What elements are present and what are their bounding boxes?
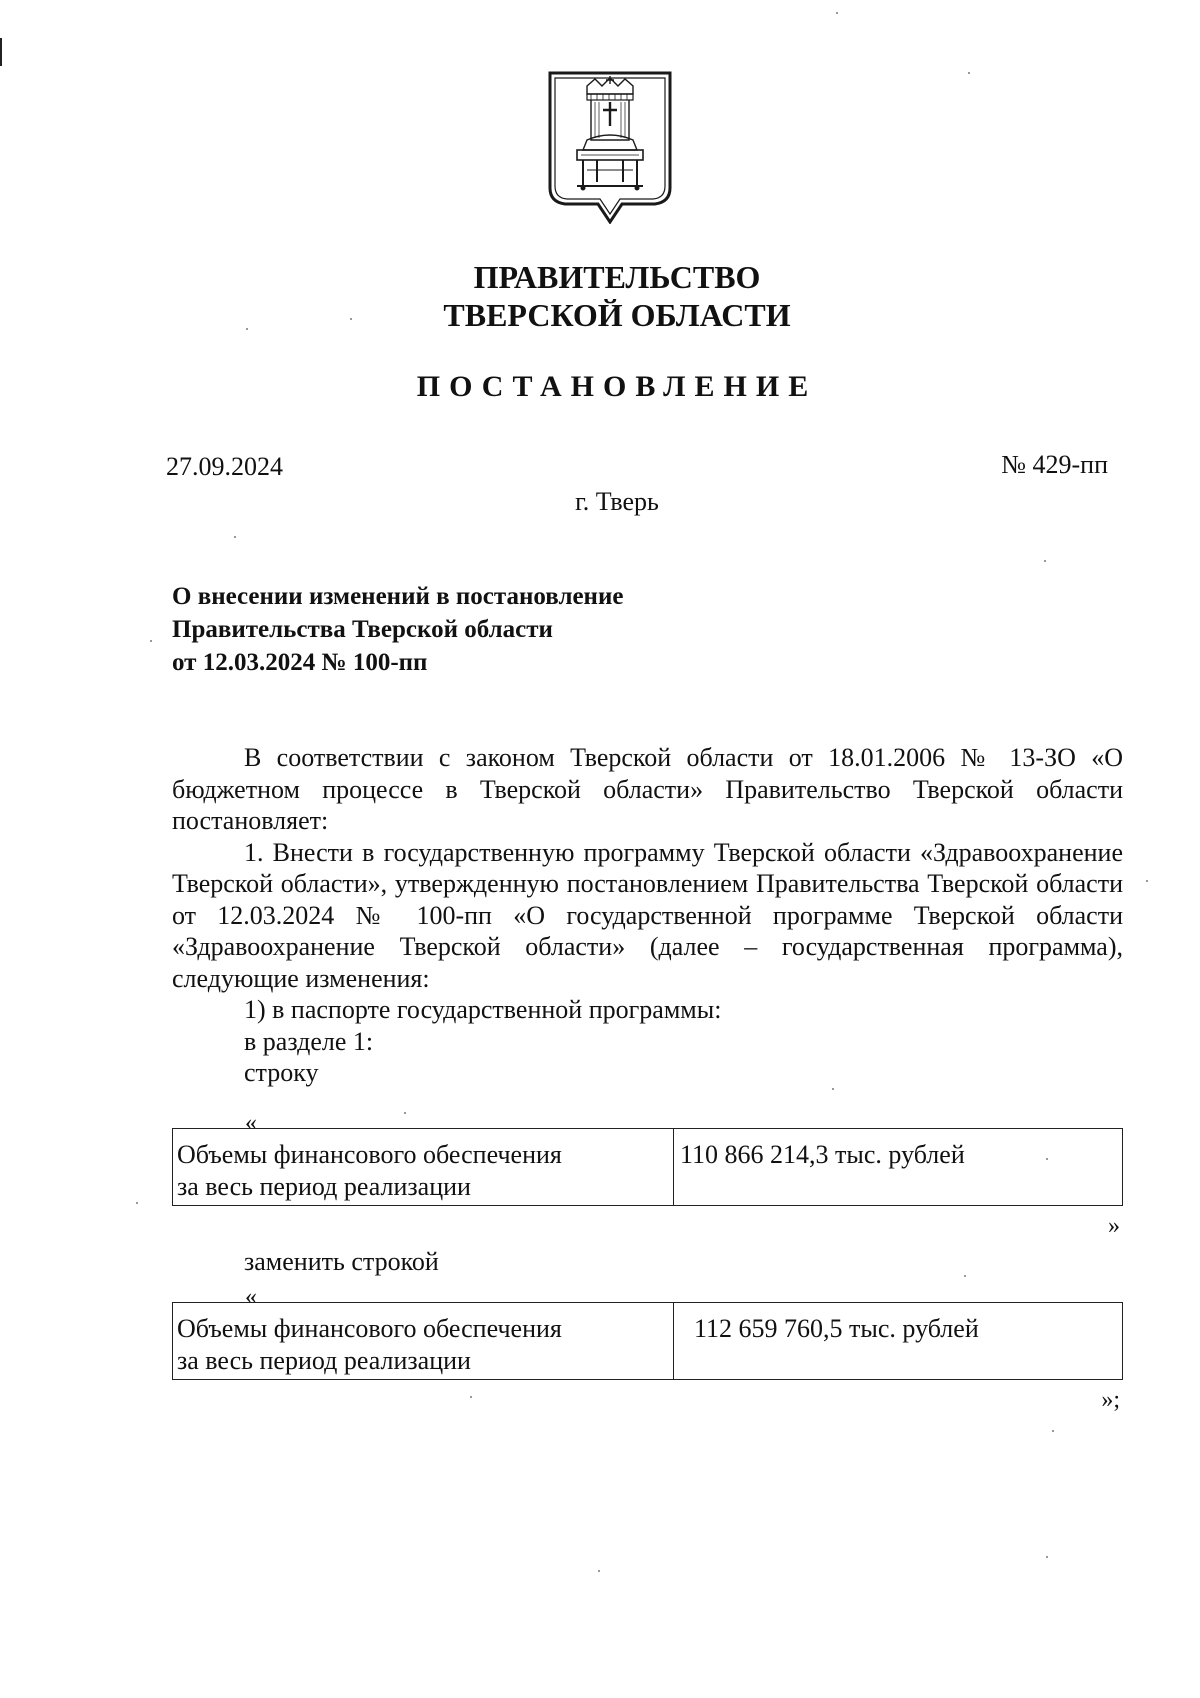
replace-with-text: заменить строкой (244, 1247, 439, 1276)
scan-speck (470, 1396, 472, 1398)
old-financing-table (172, 1128, 1123, 1206)
old-table-label-cell (173, 1129, 674, 1206)
document-date: 27.09.2024 (166, 452, 283, 481)
old-table-value-cell: 110 866 214,3 тыс. рублей (674, 1129, 1123, 1206)
scan-speck (1044, 560, 1046, 562)
document-type: ПОСТАНОВЛЕНИЕ (416, 370, 818, 403)
scan-edge-mark (0, 38, 2, 66)
old-table-label-line2: за весь период реализации (177, 1172, 471, 1201)
scan-speck (968, 72, 970, 74)
body-paragraph-1: В соответствии с законом Тверской области от 18.01.2006 № 13-ЗО «О бюджетном процессе в Тверской области» Правительство Тверской области постановляет: (172, 743, 1123, 835)
body-row-word: строку (244, 1058, 319, 1087)
body-item-1: 1) в паспорте государственной программы: (244, 995, 722, 1024)
new-table-label-cell (173, 1303, 674, 1380)
scan-speck (234, 536, 236, 538)
government-title-line2: ТВЕРСКОЙ ОБЛАСТИ (443, 297, 791, 333)
old-table-open-quote: « (245, 1110, 257, 1136)
subject-line2: Правительства Тверской области (172, 616, 553, 643)
body-paragraph-2: 1. Внести в государственную программу Тверской области «Здравоохранение Тверской области», утвержденную постановлением Правительства Тверской области от 12.03.2024 № 100-пп «О государственной программе Тверской области «Здравоохранение Тверской области» (далее – государственная программа), следующие изменения: (172, 837, 1123, 993)
scan-speck (836, 12, 838, 14)
government-title-line1: ПРАВИТЕЛЬСТВО (473, 259, 761, 295)
scan-speck (1046, 1556, 1048, 1558)
subject-line1: О внесении изменений в постановление (172, 583, 624, 610)
scan-speck (404, 1112, 406, 1114)
tver-coat-of-arms-icon (547, 70, 673, 224)
subject-line3: от 12.03.2024 № 100-пп (172, 649, 428, 676)
document-city: г. Тверь (575, 487, 659, 516)
scan-speck (964, 1275, 966, 1277)
document-number: № 429-пп (1001, 450, 1108, 479)
new-table-close-quote: »; (1101, 1387, 1120, 1413)
government-title (0, 258, 1200, 334)
table-row (173, 1129, 1123, 1206)
new-table-value-cell: 112 659 760,5 тыс. рублей (674, 1303, 1123, 1380)
scan-speck (1146, 880, 1148, 882)
body-section: в разделе 1: (244, 1026, 374, 1056)
document-subject (172, 580, 623, 679)
scan-speck (150, 640, 152, 642)
scan-speck (832, 1088, 834, 1090)
old-table-close-quote: » (1108, 1213, 1120, 1239)
table-row (173, 1303, 1123, 1380)
scan-speck (1046, 1158, 1048, 1160)
scan-speck (598, 1570, 600, 1572)
scan-speck (350, 318, 352, 320)
new-financing-table (172, 1302, 1123, 1380)
old-table-label-line1: Объемы финансового обеспечения (177, 1140, 562, 1169)
new-table-open-quote: « (245, 1284, 257, 1310)
scan-speck (1052, 1430, 1054, 1432)
document-body (172, 742, 1123, 1089)
scan-speck (246, 328, 248, 330)
scan-speck (136, 1202, 138, 1204)
new-table-label-line2: за весь период реализации (177, 1346, 471, 1375)
new-table-label-line1: Объемы финансового обеспечения (177, 1314, 562, 1343)
